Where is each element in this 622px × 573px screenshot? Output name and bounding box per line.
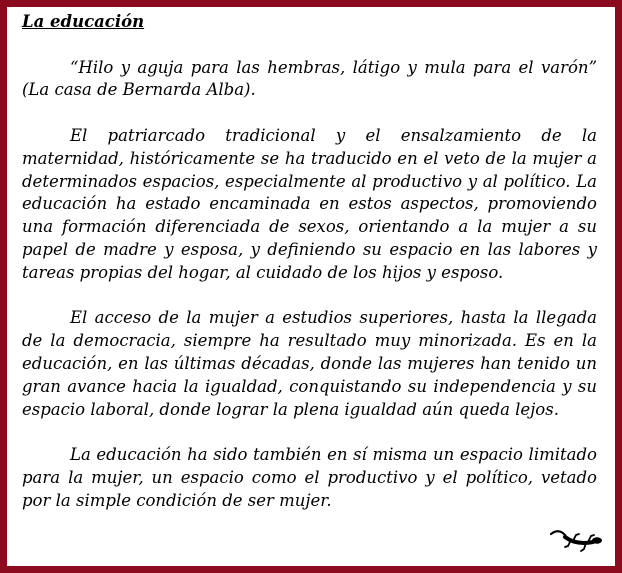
paragraph-higher-education: El acceso de la mujer a estudios superiores, hasta la llegada de la democracia, siempre ha resultado muy minorizada. Es en la educación, en las últimas décadas, donde las mujeres han tenido un gran avance hacia la igualdad, conquistando su independencia y su espacio laboral, donde lograr la plena igualdad aún queda lejos. — [22, 308, 597, 419]
lizard-icon — [549, 526, 603, 556]
paragraph-limited-space: La educación ha sido también en sí misma un espacio limitado para la mujer, un espacio como el productivo y el político, vetado por la simple condición de ser mujer. — [22, 445, 597, 510]
document-title: La educación — [22, 12, 145, 31]
paragraph-patriarchy: El patriarcado tradicional y el ensalzamiento de la maternidad, históricamente se ha traducido en el veto de la mujer a determinados espacios, especialmente al productivo y al político. La educación ha estado encaminada en estos aspectos, promoviendo una formación diferenciada de sexos, orientando a la mujer a su papel de madre y esposa, y definiendo su espacio en las labores y tareas propias del hogar, al cuidado de los hijos y esposo. — [22, 125, 597, 282]
document-body — [22, 11, 597, 513]
paragraph-quote: “Hilo y aguja para las hembras, látigo y mula para el varón” (La casa de Bernarda Alba). — [22, 57, 597, 100]
